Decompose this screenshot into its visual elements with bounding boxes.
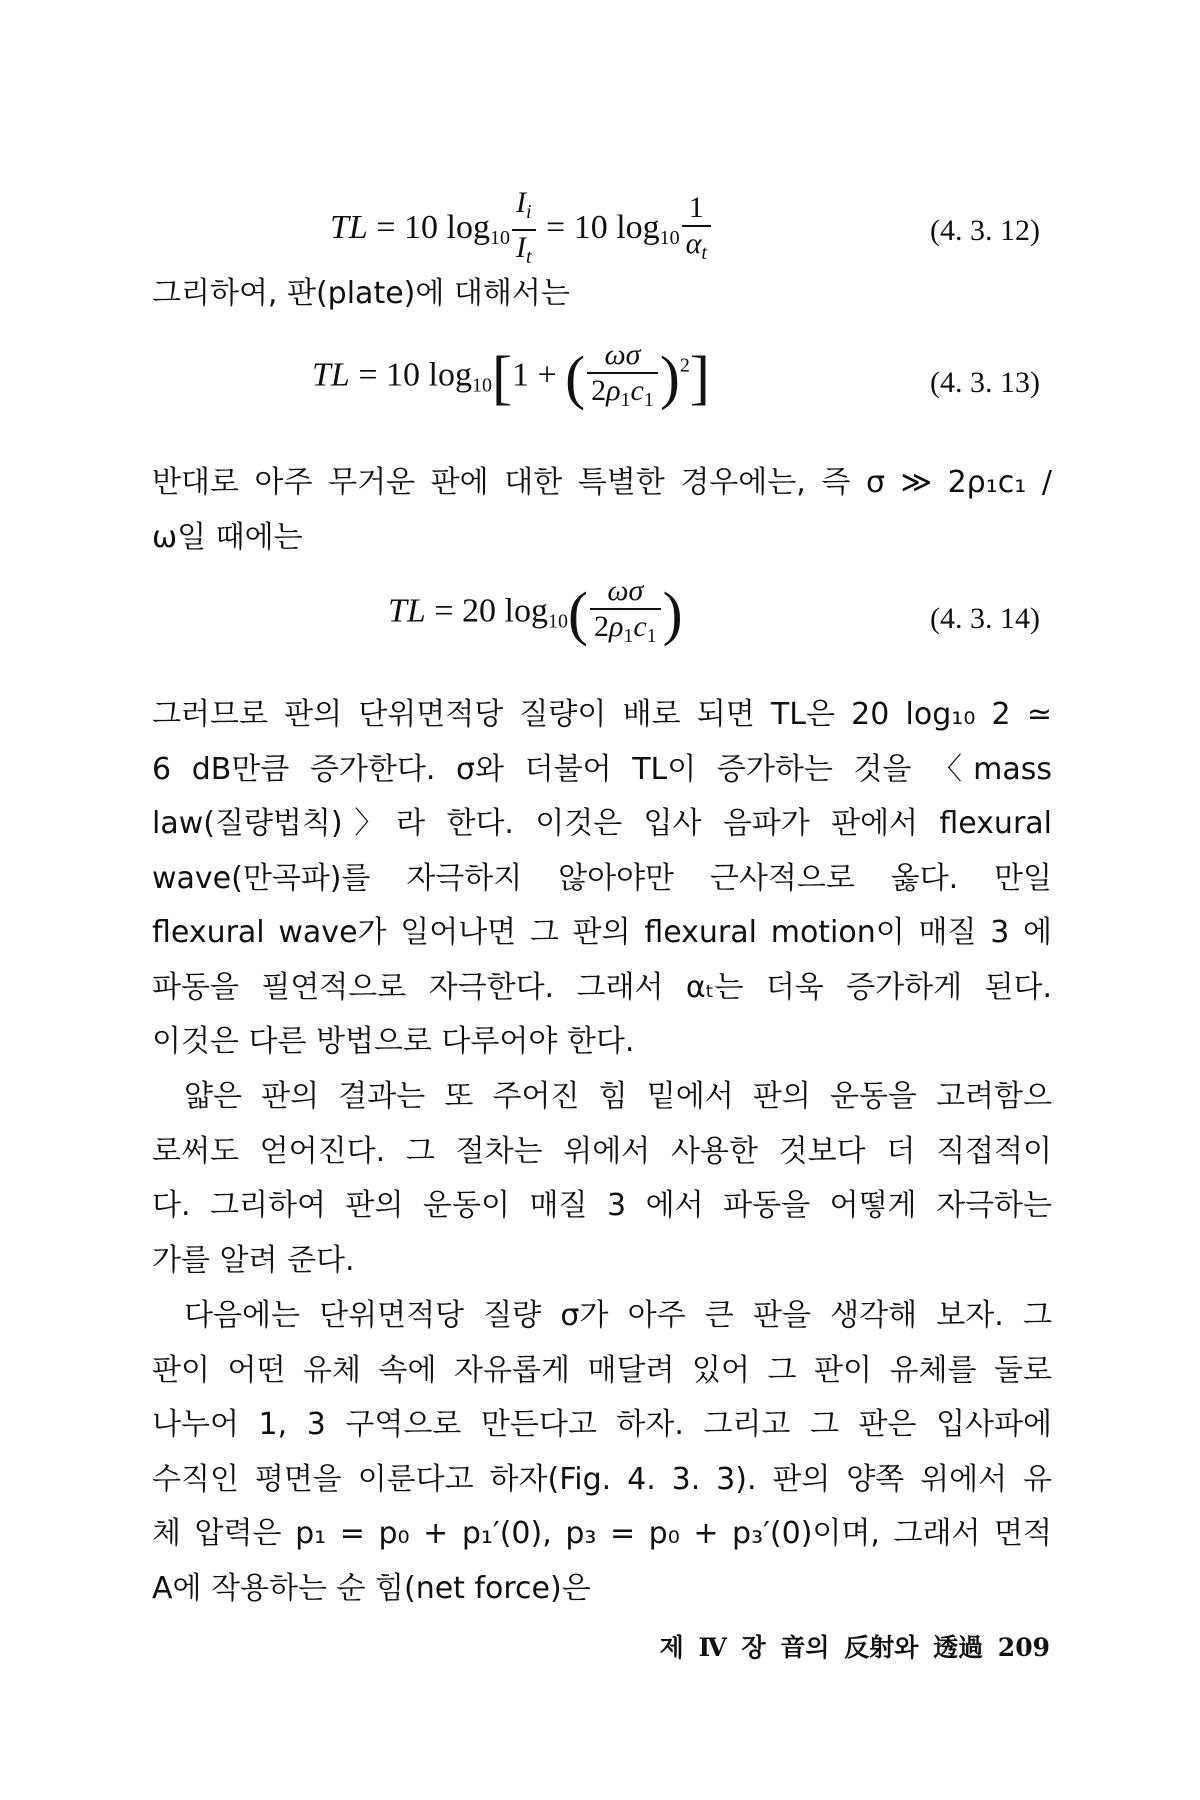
paragraph-3 — [152, 688, 1052, 1070]
paragraph-4 — [152, 1070, 1052, 1288]
paragraph-2 — [152, 456, 1052, 565]
text-line: 반대로 아주 무거운 판에 대한 특별한 경우에는, 즉 σ ≫ 2ρ₁c₁ / — [152, 465, 1052, 500]
text-line: 판이 어떤 유체 속에 자유롭게 매달려 있어 그 판이 유체를 둘로 — [152, 1352, 1052, 1388]
paragraph-1 — [152, 267, 1052, 322]
text-line: law(질량법칙)〉라 한다. 이것은 입사 음파가 판에서 flexural — [152, 806, 1052, 841]
paragraph-5 — [152, 1289, 1052, 1616]
text-line: flexural wave가 일어나면 그 판의 flexural motion이 매질 3 에 — [152, 915, 1052, 950]
equation-number: (4. 3. 12) — [930, 214, 1040, 247]
text-line: 로써도 얻어진다. 그 절차는 위에서 사용한 것보다 더 직접적이 — [152, 1133, 1052, 1169]
text-line: 얇은 판의 결과는 또 주어진 힘 밑에서 판의 운동을 고려함으 — [184, 1079, 1052, 1114]
text-line: 이것은 다른 방법으로 다루어야 한다. — [152, 1024, 635, 1059]
equation-body: TL = 10 $\log_{10}$ $\frac{I_i}{I_t}$ = 10 $\log_{10}$ $\frac{1}{\alpha_t}$ — [330, 186, 713, 296]
text-line: 6 dB만큼 증가한다. σ와 더불어 TL이 증가하는 것을 〈mass — [152, 751, 1052, 787]
page-footer: 제 Ⅳ 장 音의 反射와 透過 209 — [659, 1633, 1050, 1662]
equation-body: TL = 10 $\log_{10}[1$ + ( $\frac{\omega\sigma}{2\rho_1c_1}$ )$^2$] — [312, 338, 710, 448]
text-line: 나누어 1, 3 구역으로 만든다고 하자. 그리고 그 판은 입사파에 — [152, 1407, 1052, 1442]
text-line: 그러므로 판의 단위면적당 질량이 배로 되면 TL은 20 log₁₀ 2 ≃ — [152, 697, 1052, 732]
text-line: 다. 그리하여 판의 운동이 매질 3 에서 파동을 어떻게 자극하는 — [152, 1188, 1052, 1223]
text-line: 파동을 필연적으로 자극한다. 그래서 αₜ는 더욱 증가하게 된다. — [152, 969, 1052, 1005]
text-line: ω일 때에는 — [152, 519, 303, 555]
equation-number: (4. 3. 14) — [930, 602, 1040, 635]
equation-4-3-13 — [0, 338, 1200, 448]
text-line: 수직인 평면을 이룬다고 하자(Fig. 4. 3. 3). 판의 양쪽 위에서 유 — [152, 1461, 1052, 1497]
equation-number: (4. 3. 13) — [930, 366, 1040, 399]
text-line: 가를 알려 준다. — [152, 1242, 355, 1278]
text-line: 그리하여, 판(plate)에 대해서는 — [152, 276, 570, 311]
equation-4-3-14 — [0, 574, 1200, 684]
equation-body: TL = 20 $\log_{10}$( $\frac{\omega\sigma}{2\rho_1c_1}$ ) — [388, 574, 683, 684]
text-line: 체 압력은 p₁ = p₀ + p₁′(0), p₃ = p₀ + p₃′(0)이며, 그래서 면적 — [152, 1516, 1052, 1551]
text-line: A에 작용하는 순 힘(net force)은 — [152, 1570, 591, 1606]
text-line: 다음에는 단위면적당 질량 σ가 아주 큰 판을 생각해 보자. 그 — [184, 1298, 1052, 1333]
text-line: wave(만곡파)를 자극하지 않아야만 근사적으로 옳다. 만일 — [152, 860, 1052, 896]
